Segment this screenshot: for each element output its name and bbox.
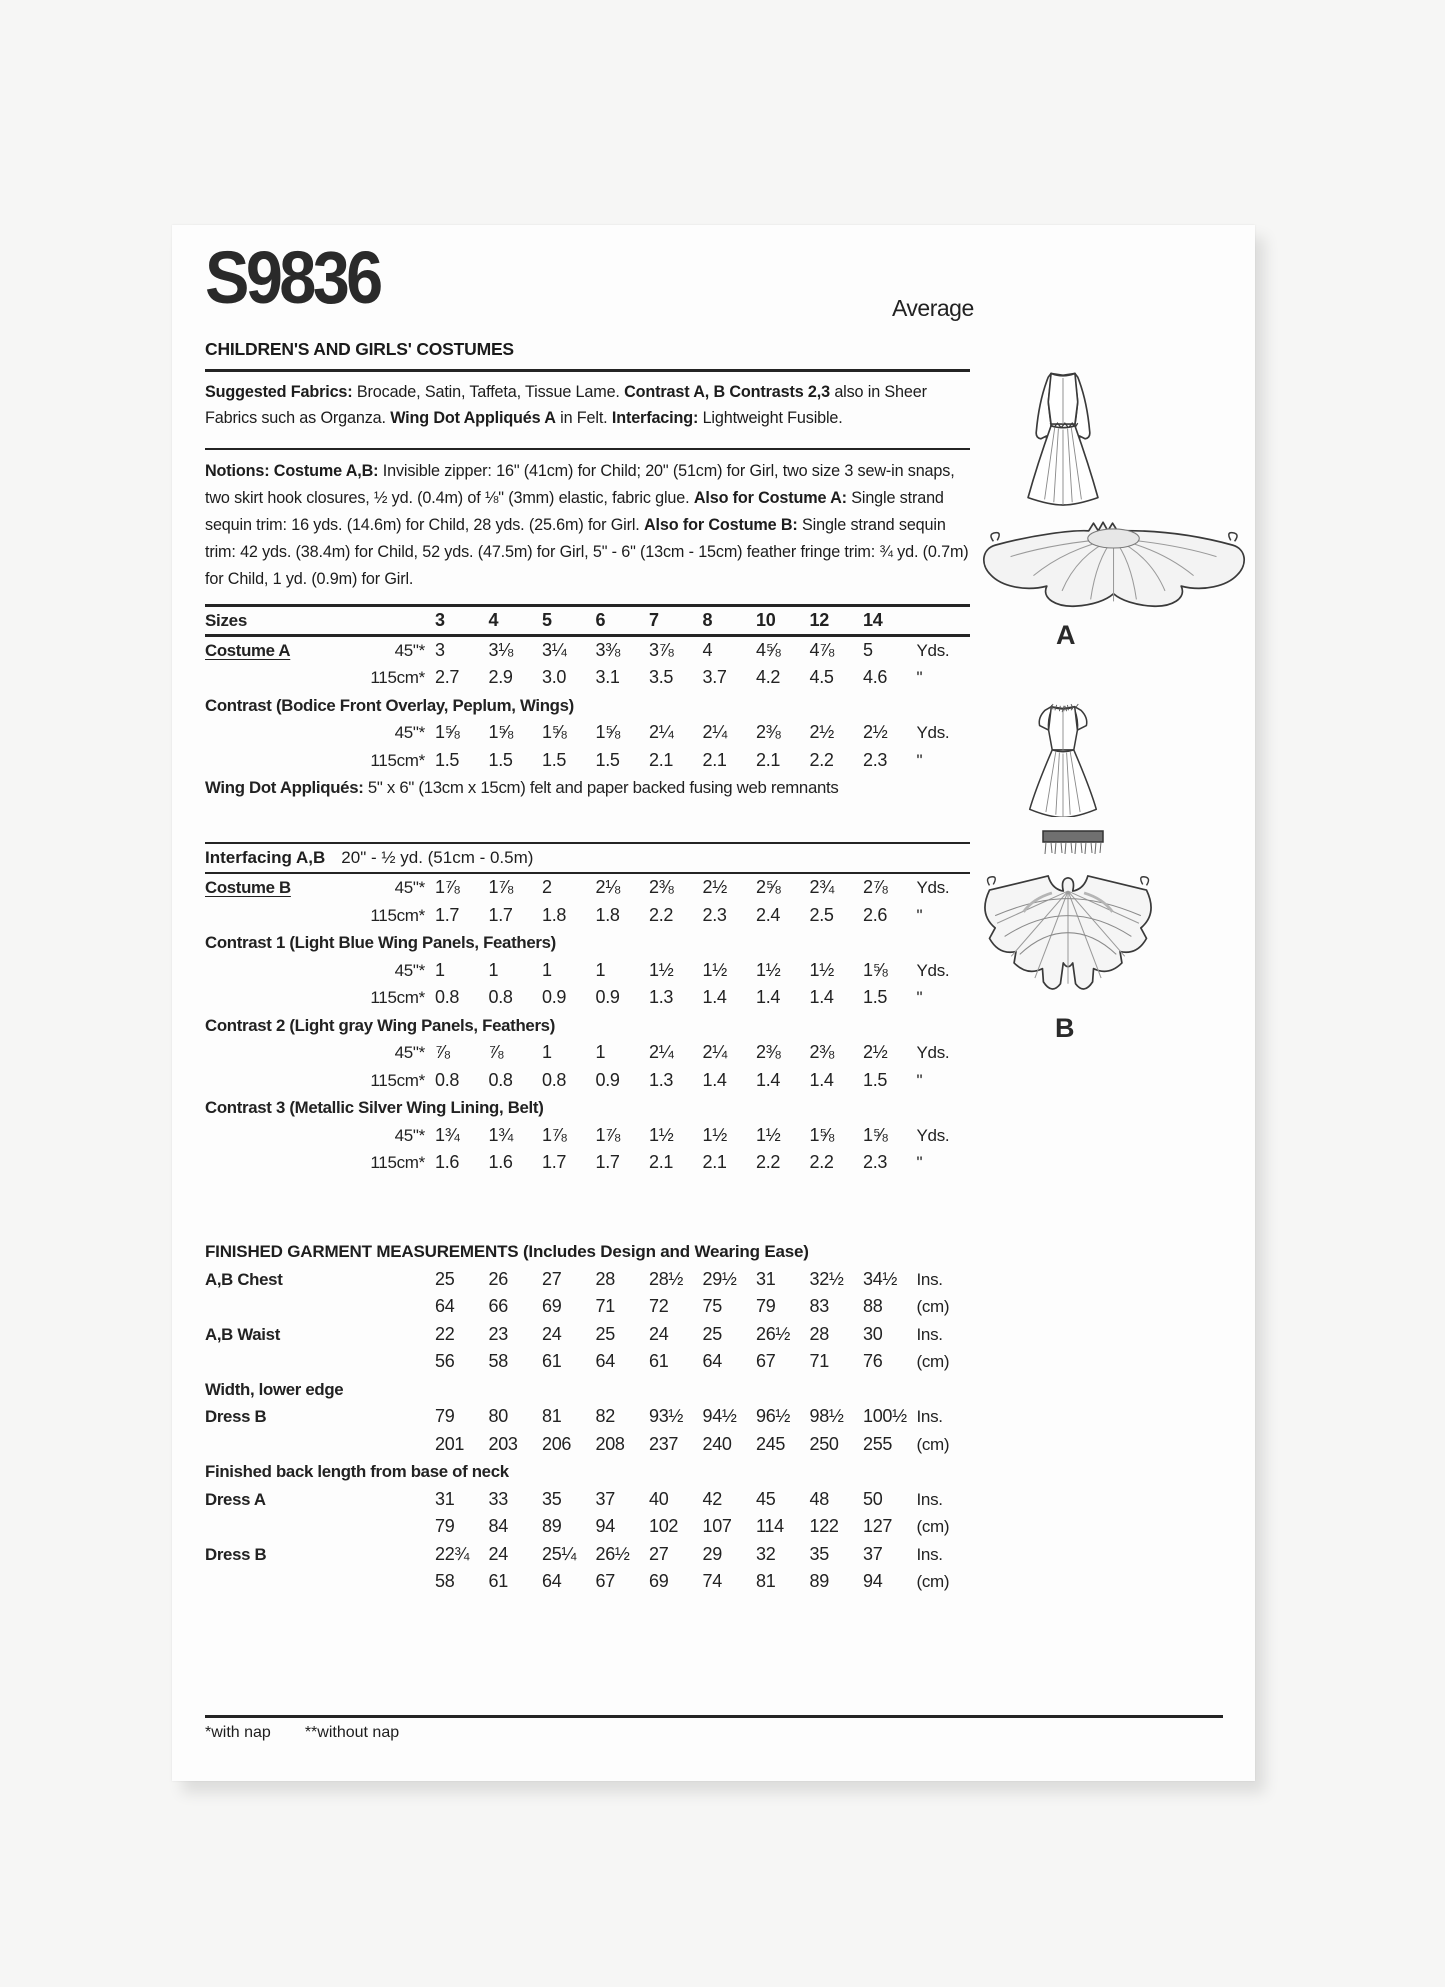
table-row: 115cm* 0.8 0.8 0.9 0.9 1.3 1.4 1.4 1.4 1.5 ": [370, 987, 923, 1007]
table-row: Costume B 45"* 1⅞ 1⅞ 2 2⅛ 2⅜ 2½ 2⅝ 2¾ 2⅞ Yds.: [205, 877, 950, 897]
table-row: 45"* ⅞ ⅞ 1 1 2¼ 2¼ 2⅜ 2⅜ 2½ Yds.: [394, 1042, 950, 1062]
view-a-label: A: [1056, 620, 1076, 650]
wings-b-illustration: [978, 857, 1158, 997]
notions-paragraph: Notions: Costume A,B: Invisible zipper: 16" (41cm) for Child; 20" (51cm) for Girl, two size 3 sew-in snaps, two skirt hook closures, ½ yd. (0.4m) of ⅛" (3mm) elastic, fabric glue. Also for Costume A: Single strand sequin trim: 16 yds. (14.6m) for Child, 28 yds. (25.6m) for Girl. Also for Costume B: Single strand sequin trim: 42 yds. (38.4m) for Child, 52 yds. (47.5m) for Girl, 5" - 6" (13cm - 15cm) feather fringe trim: ¾ yd. (0.7m) for Child, 1 yd. (0.9m) for Girl.: [205, 462, 969, 588]
interfacing-label: Interfacing A,B: [205, 848, 326, 867]
divider: [205, 369, 970, 372]
table-row: 56 58 61 64 61 64 67 71 76 (cm): [435, 1351, 950, 1371]
table-row: Costume A 45"* 3 3⅛ 3¼ 3⅜ 3⅞ 4 4⅝ 4⅞ 5 Yds.: [205, 639, 950, 660]
suggested-fabrics-paragraph: Suggested Fabrics: Brocade, Satin, Taffeta, Tissue Lame. Contrast A, B Contrasts 2,3 also in Sheer Fabrics such as Organza. Wing Dot Appliqués A in Felt. Interfacing: Lightweight Fusible.: [205, 382, 927, 427]
table-row: 115cm* 2.7 2.9 3.0 3.1 3.5 3.7 4.2 4.5 4.6 ": [370, 667, 923, 687]
table-row: Contrast 3 (Metallic Silver Wing Lining, Belt): [205, 1098, 544, 1117]
table-row: 115cm* 1.5 1.5 1.5 1.5 2.1 2.1 2.1 2.2 2.3 ": [370, 749, 923, 770]
table-row: 201 203 206 208 237 240 245 250 255 (cm): [435, 1433, 950, 1454]
table-row: Dress B 22¾ 24 25¼ 26½ 27 29 32 35 37 Ins.: [205, 1543, 943, 1564]
table-row: Contrast (Bodice Front Overlay, Peplum, Wings): [205, 695, 574, 715]
finished-measurements-heading: FINISHED GARMENT MEASUREMENTS (Includes Design and Wearing Ease): [205, 1241, 809, 1261]
table-row: 45"* 1¾ 1¾ 1⅞ 1⅞ 1½ 1½ 1½ 1⅝ 1⅝ Yds.: [394, 1124, 950, 1145]
table-row: Width, lower edge: [205, 1379, 344, 1399]
footnote-area: [205, 1715, 1223, 1742]
table-row: 115cm* 1.7 1.7 1.8 1.8 2.2 2.3 2.4 2.5 2.6 ": [370, 904, 923, 925]
dress-a-illustration: [1017, 365, 1109, 507]
interfacing-value: 20" - ½ yd. (51cm - 0.5m): [341, 848, 534, 867]
divider: [205, 1715, 1223, 1718]
view-b-label: B: [1055, 1013, 1075, 1043]
wings-a-illustration: [978, 507, 1250, 609]
table-row: 58 61 64 67 69 74 81 89 94 (cm): [435, 1571, 950, 1591]
sizes-header-row: [205, 607, 983, 635]
yardage-table-costume-b: [205, 874, 983, 1177]
finished-measurements-section: [205, 1238, 983, 1596]
dress-b-illustration: [1018, 699, 1108, 817]
main-column: [205, 339, 983, 1596]
pattern-number: S9836: [205, 236, 380, 319]
pattern-envelope-back: [172, 225, 1255, 1781]
finished-measurements-table: [205, 1266, 983, 1596]
table-row: 45"* 1⅝ 1⅝ 1⅝ 1⅝ 2¼ 2¼ 2⅜ 2½ 2½ Yds.: [394, 722, 950, 742]
footnote-with-nap: *with nap: [205, 1723, 271, 1741]
difficulty-rating: Average: [892, 295, 974, 321]
table-row: A,B Waist 22 23 24 25 24 25 26½ 28 30 Ins.: [205, 1323, 943, 1344]
table-row: Wing Dot Appliqués: 5" x 6" (13cm x 15cm) felt and paper backed fusing web remnants: [205, 778, 839, 797]
table-row: 115cm* 0.8 0.8 0.8 0.9 1.3 1.4 1.4 1.4 1.5 ": [370, 1069, 923, 1090]
table-row: Contrast 2 (Light gray Wing Panels, Feathers): [205, 1015, 556, 1035]
table-row: Dress B 79 80 81 82 93½ 94½ 96½ 98½ 100½ Ins.: [205, 1406, 943, 1426]
interfacing-row: [205, 844, 983, 872]
table-row: Finished back length from base of neck: [205, 1462, 509, 1481]
table-row: Dress A 31 33 35 37 40 42 45 48 50 Ins.: [205, 1488, 943, 1509]
divider: [205, 448, 970, 451]
table-row: 45"* 1 1 1 1 1½ 1½ 1½ 1½ 1⅝ Yds.: [394, 959, 950, 980]
footnote-without-nap: **without nap: [304, 1723, 400, 1741]
table-row: 115cm* 1.6 1.6 1.7 1.7 2.1 2.1 2.2 2.2 2.3 ": [370, 1152, 923, 1172]
garment-heading: CHILDREN'S AND GIRLS' COSTUMES: [205, 339, 514, 359]
table-row: A,B Chest 25 26 27 28 28½ 29½ 31 32½ 34½ Ins.: [205, 1268, 943, 1289]
table-row: Sizes 3 4 5 6 7 8 10 12 14: [205, 609, 883, 630]
belt-b-illustration: [1040, 829, 1106, 859]
table-row: 79 84 89 94 102 107 114 122 127 (cm): [435, 1516, 950, 1536]
table-row: 64 66 69 71 72 75 79 83 88 (cm): [435, 1296, 950, 1316]
table-row: Contrast 1 (Light Blue Wing Panels, Feathers): [205, 933, 556, 952]
yardage-table-costume-a: [205, 637, 983, 802]
